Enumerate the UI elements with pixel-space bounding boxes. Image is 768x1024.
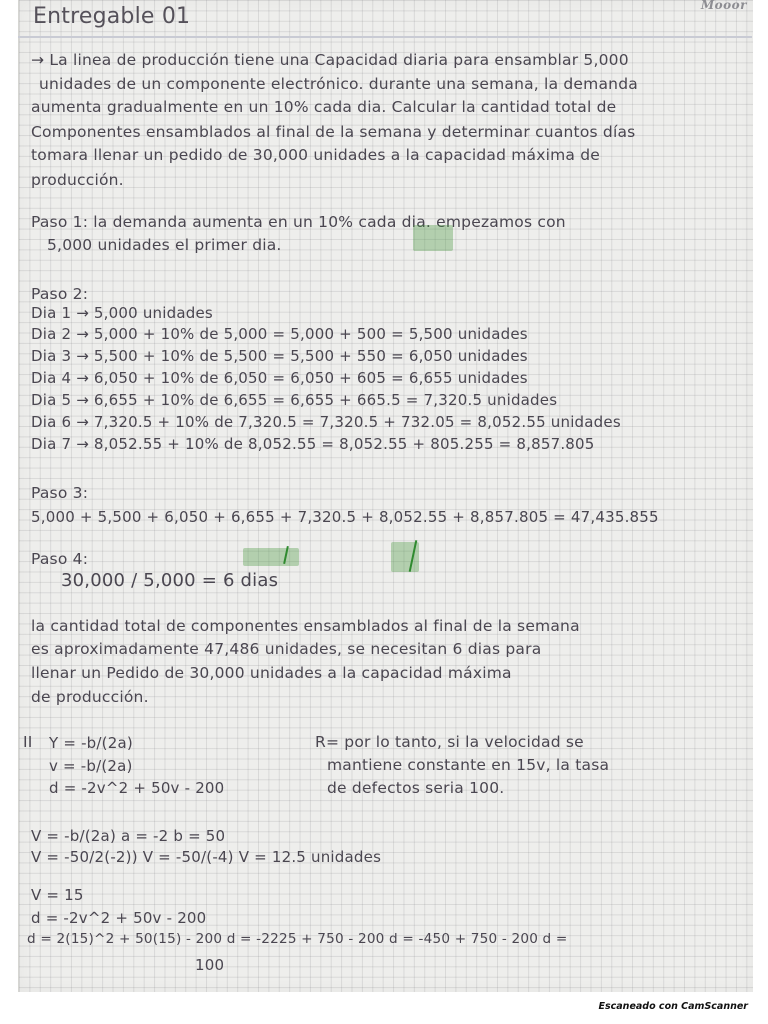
paso1-line-2: 5,000 unidades el primer dia. xyxy=(47,236,282,254)
conclusion-line-2: es aproximadamente 47,486 unidades, se necesitan 6 dias para xyxy=(31,640,542,658)
paso3-heading: Paso 3: xyxy=(31,484,89,502)
part2-marker: II xyxy=(23,733,33,751)
paso2-heading: Paso 2: xyxy=(31,285,89,303)
paso2-day-6: Dia 6 → 7,320.5 + 10% de 7,320.5 = 7,320.5 + 732.05 = 8,052.55 unidades xyxy=(31,413,621,431)
answer-line-2: mantiene constante en 15v, la tasa xyxy=(327,756,610,774)
problem-line-3: aumenta gradualmente en un 10% cada dia. Calcular la cantidad total de xyxy=(31,98,617,116)
work-line-3: V = 15 xyxy=(31,886,84,904)
green-highlight-mark xyxy=(243,548,299,566)
paso2-day-3: Dia 3 → 5,500 + 10% de 5,500 = 5,500 + 550 = 6,050 unidades xyxy=(31,347,528,365)
work-line-4: d = -2v^2 + 50v - 200 xyxy=(31,909,207,927)
part2-left-1: Y = -b/(2a) xyxy=(49,734,133,752)
problem-line-4: Componentes ensamblados al final de la semana y determinar cuantos días xyxy=(31,123,636,141)
work-line-6: 100 xyxy=(195,956,225,974)
brand-logo: Mooor xyxy=(700,0,747,12)
paso2-day-2: Dia 2 → 5,000 + 10% de 5,000 = 5,000 + 500 = 5,500 unidades xyxy=(31,325,528,343)
paso1-line-1: Paso 1: la demanda aumenta en un 10% cada dia. empezamos con xyxy=(31,213,566,231)
problem-line-5: tomara llenar un pedido de 30,000 unidades a la capacidad máxima de xyxy=(31,146,601,164)
work-line-1: V = -b/(2a) a = -2 b = 50 xyxy=(31,827,226,845)
answer-line-1: R= por lo tanto, si la velocidad se xyxy=(315,733,584,751)
paso2-day-7: Dia 7 → 8,052.55 + 10% de 8,052.55 = 8,052.55 + 805.255 = 8,857.805 xyxy=(31,435,595,453)
green-highlight-mark xyxy=(413,225,453,251)
notebook-sheet xyxy=(18,0,753,992)
scanner-watermark: Escaneado con CamScanner xyxy=(598,1001,748,1012)
work-line-2: V = -50/2(-2)) V = -50/(-4) V = 12.5 unidades xyxy=(31,848,382,866)
paso3-sum: 5,000 + 5,500 + 6,050 + 6,655 + 7,320.5 + 8,052.55 + 8,857.805 = 47,435.855 xyxy=(31,508,659,526)
paso4-calc: 30,000 / 5,000 = 6 dias xyxy=(61,570,279,591)
paso2-day-4: Dia 4 → 6,050 + 10% de 6,050 = 6,050 + 605 = 6,655 unidades xyxy=(31,369,528,387)
problem-line-6: producción. xyxy=(31,171,124,189)
part2-left-3: d = -2v^2 + 50v - 200 xyxy=(49,779,225,797)
conclusion-line-4: de producción. xyxy=(31,688,149,706)
problem-line-1: → La linea de producción tiene una Capacidad diaria para ensamblar 5,000 xyxy=(31,51,629,69)
paso4-heading: Paso 4: xyxy=(31,550,89,568)
header-rule xyxy=(18,36,752,38)
answer-line-3: de defectos seria 100. xyxy=(327,779,505,797)
part2-left-2: v = -b/(2a) xyxy=(49,757,133,775)
conclusion-line-1: la cantidad total de componentes ensamblados al final de la semana xyxy=(31,617,580,635)
paso2-day-5: Dia 5 → 6,655 + 10% de 6,655 = 6,655 + 665.5 = 7,320.5 unidades xyxy=(31,391,558,409)
paso2-day-1: Dia 1 → 5,000 unidades xyxy=(31,304,213,322)
page-title: Entregable 01 xyxy=(33,4,191,29)
conclusion-line-3: llenar un Pedido de 30,000 unidades a la capacidad máxima xyxy=(31,664,512,682)
work-line-5: d = 2(15)^2 + 50(15) - 200 d = -2225 + 750 - 200 d = -450 + 750 - 200 d = xyxy=(27,931,568,947)
problem-line-2: unidades de un componente electrónico. durante una semana, la demanda xyxy=(39,75,638,93)
